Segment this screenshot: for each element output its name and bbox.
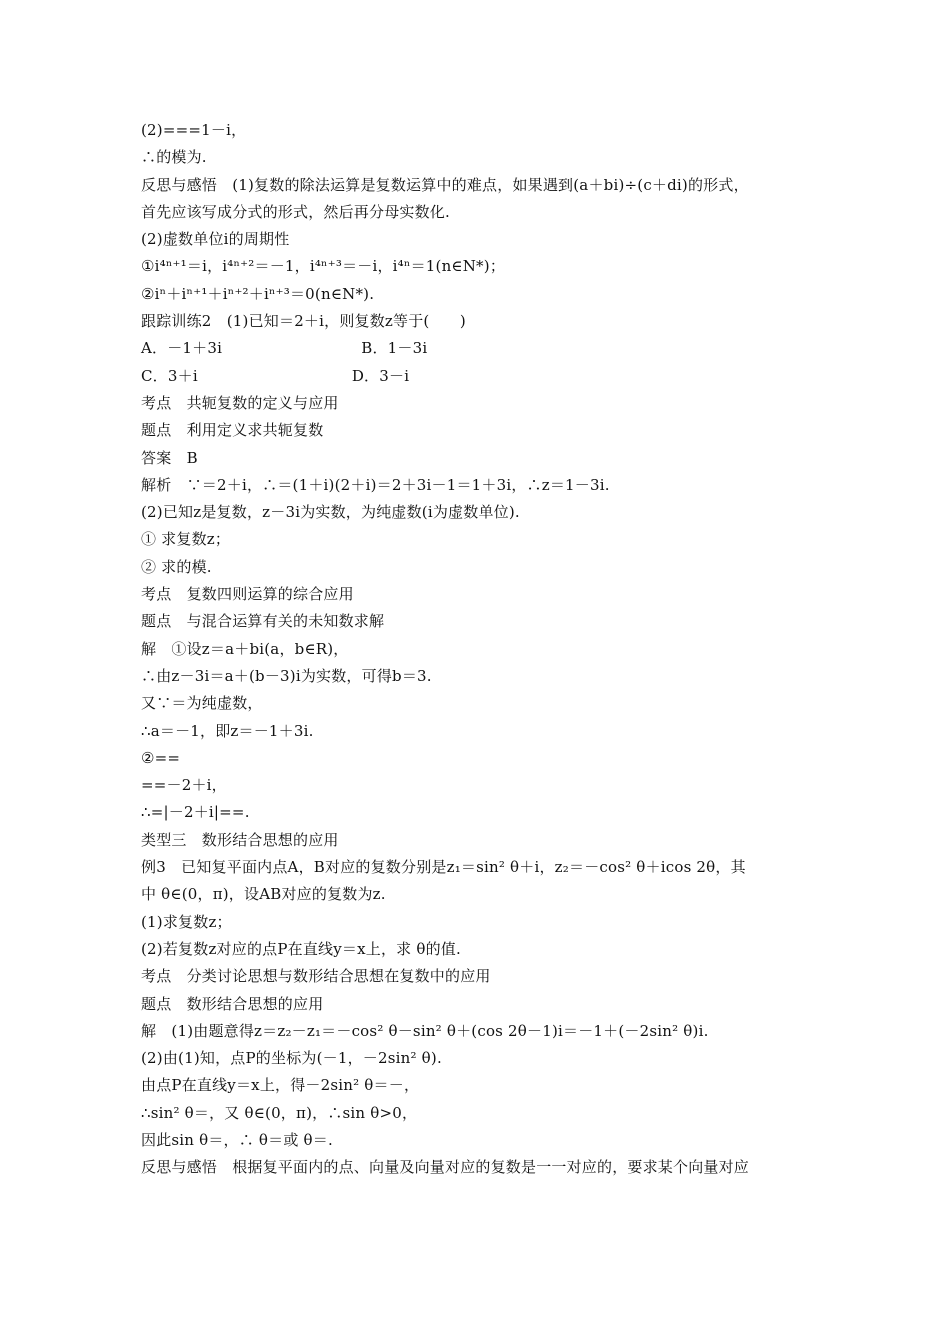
answer-line: 答案 B [141,448,198,467]
text-line: (2)若复数z对应的点P在直线y＝x上，求 θ的值. [141,939,461,958]
text-line: 题点 利用定义求共轭复数 [141,421,324,440]
text-line: ∴由z－3i＝a＋(b－3)i为实数，可得b＝3. [141,666,432,685]
option-line: C．3＋i D．3－i [141,366,410,385]
text-line: 解 (1)由题意得z＝z₂－z₁＝－cos² θ－sin² θ＋(cos 2θ－1)i＝－1＋(－2sin² θ)i. [141,1021,709,1040]
text-line: ==－2＋i， [141,776,227,795]
text-line: 题点 数形结合思想的应用 [141,994,324,1013]
text-line: ∴=|－2＋i|==. [141,803,250,822]
text-line: (2)由(1)知，点P的坐标为(－1，－2sin² θ). [141,1049,442,1068]
text-line: 反思与感悟 (1)复数的除法运算是复数运算中的难点，如果遇到(a＋bi)÷(c＋di)的形式， [141,175,749,194]
text-line: ∴的模为. [141,148,207,167]
text-line: 解 ①设z＝a＋bi(a，b∈R)， [141,639,349,658]
text-line: ∴sin² θ＝，又 θ∈(0，π)，∴sin θ>0， [141,1103,418,1122]
text-line: ∴a＝－1，即z＝－1＋3i. [141,721,314,740]
text-line: 因此sin θ＝，∴ θ＝或 θ＝. [141,1130,333,1149]
section-heading: 类型三 数形结合思想的应用 [141,830,339,849]
text-line: (2)===1－i， [141,121,247,139]
text-line: ② 求的模. [141,557,212,576]
text-line: 中 θ∈(0，π)，设AB对应的复数为z. [141,885,386,904]
text-line: 解析 ∵＝2＋i，∴＝(1＋i)(2＋i)＝2＋3i－1＝1＋3i，∴z＝1－3i. [141,475,610,494]
text-line: ②iⁿ＋iⁿ⁺¹＋iⁿ⁺²＋iⁿ⁺³＝0(n∈N*). [141,284,375,303]
text-line: 例3 已知复平面内点A，B对应的复数分别是z₁＝sin² θ＋i，z₂＝－cos² θ＋icos 2θ，其 [141,858,746,877]
text-line: 首先应该写成分式的形式，然后再分母实数化. [141,202,450,221]
text-line: ②== [141,748,181,767]
text-line: (2)已知z是复数，z－3i为实数，为纯虚数(i为虚数单位). [141,503,520,522]
document-body [141,117,831,1182]
text-line: 题点 与混合运算有关的未知数求解 [141,612,385,631]
text-line: 又∵＝为纯虚数， [141,694,263,713]
text-line: 考点 分类讨论思想与数形结合思想在复数中的应用 [141,967,491,986]
text-line: 考点 复数四则运算的综合应用 [141,585,354,604]
text-line: 考点 共轭复数的定义与应用 [141,393,339,412]
text-line: 反思与感悟 根据复平面内的点、向量及向量对应的复数是一一对应的，要求某个向量对应 [141,1158,750,1177]
text-line: 由点P在直线y＝x上，得－2sin² θ＝－， [141,1076,420,1095]
text-line: 跟踪训练2 (1)已知＝2＋i，则复数z等于( ) [141,312,466,331]
text-line: ①i⁴ⁿ⁺¹＝i，i⁴ⁿ⁺²＝－1，i⁴ⁿ⁺³＝－i，i⁴ⁿ＝1(n∈N*)； [141,257,506,276]
text-line: (2)虚数单位i的周期性 [141,230,290,249]
text-line: ① 求复数z； [141,530,231,549]
text-line: (1)求复数z； [141,912,232,931]
option-line: A．－1＋3i B．1－3i [141,339,428,358]
